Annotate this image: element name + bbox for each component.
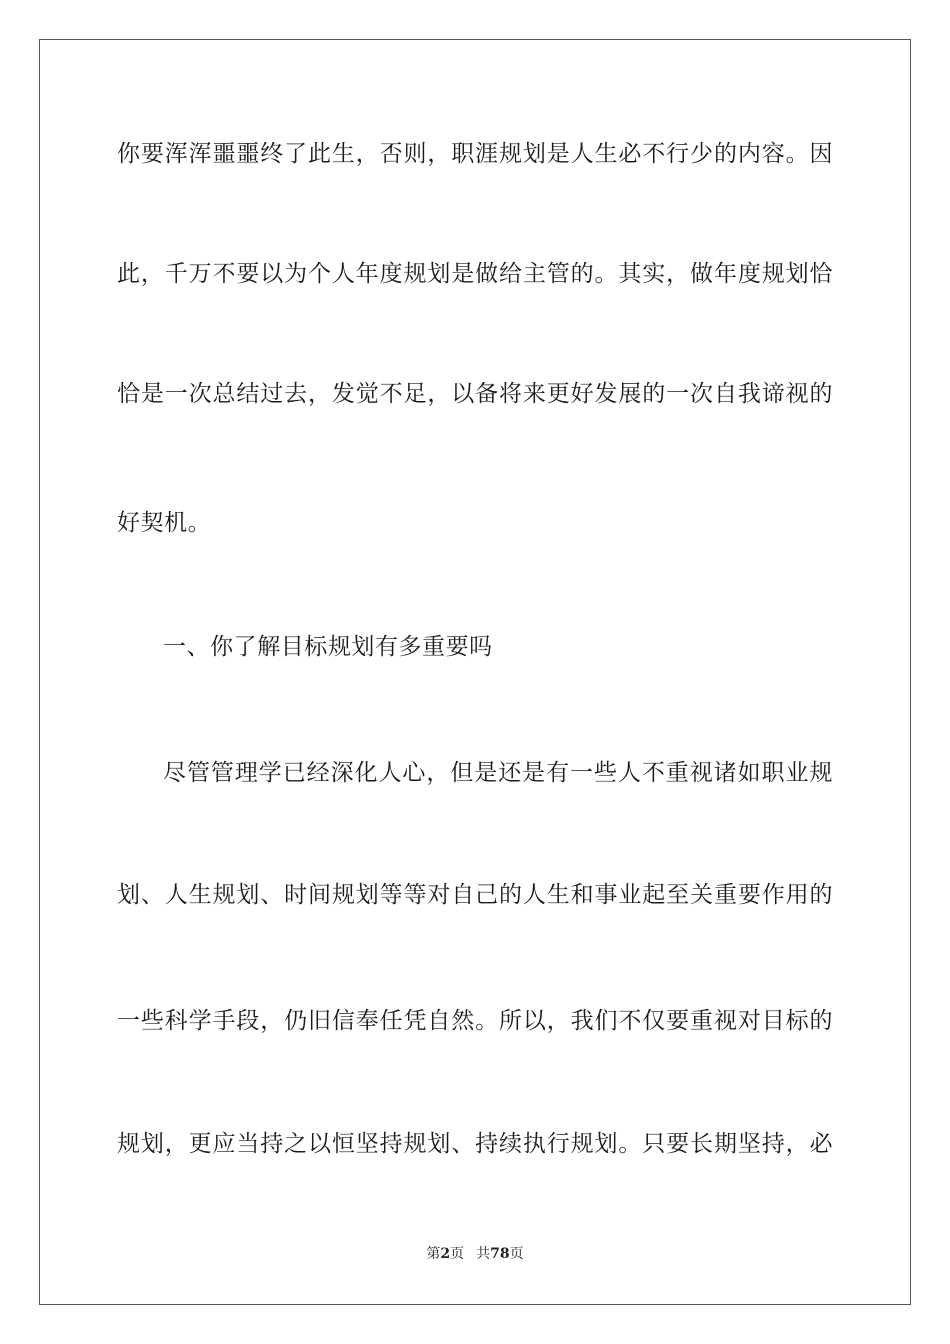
body-text-line: 恰是一次总结过去，发觉不足，以备将来更好发展的一次自我谛视的 — [117, 381, 833, 407]
total-suffix: 页 — [509, 1246, 524, 1262]
body-text-line: 好契机。 — [117, 510, 212, 536]
body-text-line: 规划，更应当持之以恒坚持规划、持续执行规划。只要长期坚持，必 — [117, 1131, 833, 1157]
page-footer — [0, 1245, 950, 1263]
total-pages: 78 — [490, 1246, 510, 1262]
body-text-line: 尽管管理学已经深化人心，但是还是有一些人不重视诸如职业规 — [163, 760, 833, 786]
page-number: 2 — [440, 1246, 451, 1262]
total-prefix: 共 — [476, 1246, 491, 1262]
body-text-line: 此，千万不要以为个人年度规划是做给主管的。其实，做年度规划恰 — [117, 261, 833, 287]
body-text-line: 一些科学手段，仍旧信奉任凭自然。所以，我们不仅要重视对目标的 — [117, 1008, 833, 1034]
body-text-line: 你要浑浑噩噩终了此生，否则，职涯规划是人生必不行少的内容。因 — [117, 141, 833, 167]
page-suffix: 页 — [450, 1246, 465, 1262]
body-text-line: 划、人生规划、时间规划等等对自己的人生和事业起至关重要作用的 — [117, 882, 833, 908]
page-frame — [39, 39, 911, 1305]
page-prefix: 第 — [426, 1246, 441, 1262]
section-heading: 一、你了解目标规划有多重要吗 — [163, 634, 493, 660]
